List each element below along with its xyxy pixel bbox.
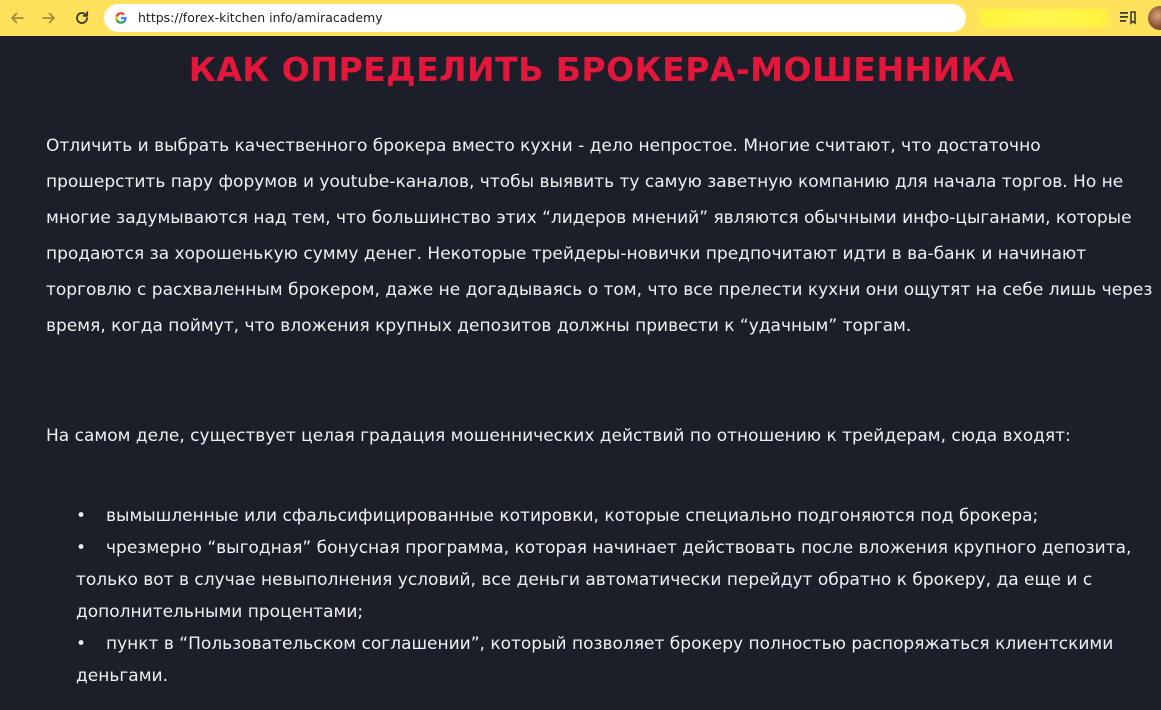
second-paragraph: На самом деле, существует целая градация мошеннических действий по отношению к трейдерам, сюда входят: bbox=[46, 426, 1071, 446]
arrow-left-icon[interactable] bbox=[6, 7, 28, 29]
article-page bbox=[0, 36, 1161, 710]
list-item-text: пункт в “Пользовательском соглашении”, который позволяет брокеру полностью распоряжаться клиентскими деньгами. bbox=[76, 634, 1114, 686]
avatar[interactable] bbox=[1148, 6, 1161, 30]
reading-list-icon[interactable] bbox=[1119, 10, 1137, 26]
list-item-text: чрезмерно “выгодная” бонусная программа, которая начинает действовать после вложения крупного депозита, только вот в случае невыполнения условий, все деньги автоматически перейдут обратно к брокеру, да еще и с дополнительными процентами; bbox=[76, 538, 1132, 622]
url-text[interactable]: https://forex-kitchen info/amiracademy bbox=[138, 10, 383, 25]
list-item-text: вымышленные или сфальсифицированные котировки, которые специально подгоняются под брокера; bbox=[106, 506, 1039, 526]
bullet-marker: • bbox=[76, 634, 87, 654]
list-item bbox=[76, 532, 1156, 628]
list-item bbox=[76, 500, 1156, 532]
blurred-profile-area bbox=[980, 9, 1108, 27]
reload-icon[interactable] bbox=[71, 7, 93, 29]
list-item bbox=[76, 628, 1156, 692]
intro-paragraph: Отличить и выбрать качественного брокера вместо кухни - дело непростое. Многие считают, что достаточно прошерстить пару форумов и youtube-каналов, чтобы выявить ту самую заветную компанию для начала торгов. Но не многие задумываются над тем, что большинство этих “лидеров мнений” являются обычными инфо-цыганами, которые продаются за хорошенькую сумму денег. Некоторые трейдеры-новички предпочитают идти в ва-банк и начинают торговлю с расхваленным брокером, даже не догадываясь о том, что все прелести кухни они ощутят на себе лишь через время, когда поймут, что вложения крупных депозитов должны привести к “удачным” торгам. bbox=[46, 136, 1153, 336]
fraud-list bbox=[76, 500, 1156, 692]
address-bar[interactable] bbox=[104, 4, 966, 32]
google-g-icon bbox=[114, 11, 128, 25]
arrow-right-icon[interactable] bbox=[38, 7, 60, 29]
bullet-marker: • bbox=[76, 538, 87, 558]
bullet-marker: • bbox=[76, 506, 87, 526]
page-title: КАК ОПРЕДЕЛИТЬ БРОКЕРА-МОШЕННИКА bbox=[188, 50, 1015, 89]
browser-toolbar bbox=[0, 0, 1161, 36]
